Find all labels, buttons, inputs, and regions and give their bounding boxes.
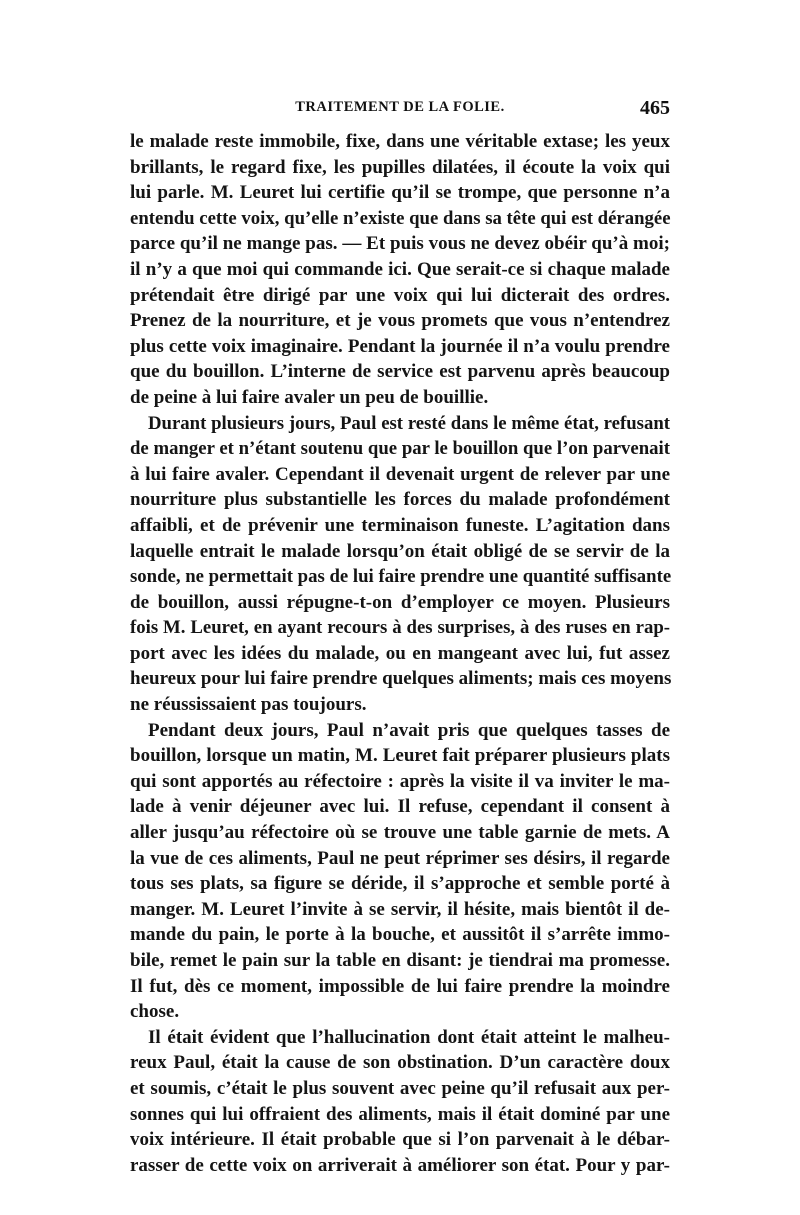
text-line: à lui faire avaler. Cependant il devenait urgent de relever par une <box>130 463 670 485</box>
text-line: aller jusqu’au réfectoire où se trouve une table garnie de mets. A <box>130 822 670 844</box>
text-line: manger. M. Leuret l’invite à se servir, il hésite, mais bientôt il de- <box>130 898 670 920</box>
text-line: chose. <box>130 1001 180 1023</box>
text-line: le malade reste immobile, fixe, dans une véritable extase; les yeux <box>130 131 670 152</box>
text-line: bile, remet le pain sur la table en disant: je tiendrai ma promesse. <box>130 950 670 971</box>
running-head <box>130 97 670 121</box>
text-line: la vue de ces aliments, Paul ne peut réprimer ses désirs, il regarde <box>130 847 670 869</box>
text-line: Il fut, dès ce moment, impossible de lui faire prendre la moindre <box>130 975 670 997</box>
text-line: sonnes qui lui offraient des aliments, mais il était dominé par une <box>130 1103 670 1125</box>
text-line: plus cette voix imaginaire. Pendant la journée il n’a voulu prendre <box>130 335 670 357</box>
text-line: sonde, ne permettait pas de lui faire prendre une quantité suffisante <box>130 566 672 588</box>
text-line: port avec les idées du malade, ou en mangeant avec lui, fut assez <box>130 642 670 664</box>
running-title: TRAITEMENT DE LA FOLIE. <box>295 99 505 115</box>
text-line: entendu cette voix, qu’elle n’existe que dans sa tête qui est dérangée <box>130 207 671 229</box>
text-line: bouillon, lorsque un matin, M. Leuret fait préparer plusieurs plats <box>130 745 670 767</box>
text-line: Pendant deux jours, Paul n’avait pris que quelques tasses de <box>148 719 670 741</box>
text-line: fois M. Leuret, en ayant recours à des surprises, à des ruses en rap- <box>130 617 670 639</box>
text-line: et soumis, c’était le plus souvent avec peine qu’il refusait aux per- <box>130 1077 670 1099</box>
text-line: il n’y a que moi qui commande ici. Que serait-ce si chaque malade <box>130 258 670 280</box>
text-line: prétendait être dirigé par une voix qui lui dicterait des ordres. <box>130 284 670 306</box>
text-line: de bouillon, aussi répugne-t-on d’employer ce moyen. Plusieurs <box>130 591 670 613</box>
page-number: 465 <box>640 97 670 119</box>
text-line: heureux pour lui faire prendre quelques aliments; mais ces moyens <box>130 668 672 690</box>
body-text <box>130 129 670 1178</box>
text-line: mande du pain, le porte à la bouche, et aussitôt il s’arrête immo- <box>130 924 670 946</box>
text-line: de peine à lui faire avaler un peu de bouillie. <box>130 386 489 408</box>
text-line: de manger et n’étant soutenu que par le bouillon que l’on parvenait <box>130 438 670 460</box>
text-line: affaibli, et de prévenir une terminaison funeste. L’agitation dans <box>130 514 670 536</box>
text-line: Il était évident que l’hallucination dont était atteint le malheu- <box>148 1026 670 1048</box>
text-line: ne réussissaient pas toujours. <box>130 694 367 716</box>
text-line: parce qu’il ne mange pas. — Et puis vous ne devez obéir qu’à moi; <box>130 233 670 255</box>
text-line: que du bouillon. L’interne de service est parvenu après beaucoup <box>130 361 670 383</box>
text-line: laquelle entrait le malade lorsqu’on était obligé de se servir de la <box>130 540 670 562</box>
text-line: lui parle. M. Leuret lui certifie qu’il se trompe, que personne n’a <box>130 182 670 204</box>
text-line: brillants, le regard fixe, les pupilles dilatées, il écoute la voix qui <box>130 156 670 178</box>
text-line: Durant plusieurs jours, Paul est resté dans le même état, refusant <box>148 412 670 434</box>
text-line: rasser de cette voix on arriverait à améliorer son état. Pour y par- <box>130 1154 670 1176</box>
text-line: Prenez de la nourriture, et je vous promets que vous n’entendrez <box>130 310 670 332</box>
text-line: voix intérieure. Il était probable que si l’on parvenait à le débar- <box>130 1129 670 1151</box>
text-line: qui sont apportés au réfectoire : après la visite il va inviter le ma- <box>130 770 670 792</box>
text-line: reux Paul, était la cause de son obstination. D’un caractère doux <box>130 1052 670 1074</box>
text-line: tous ses plats, sa figure se déride, il s’approche et semble porté à <box>130 873 670 895</box>
text-line: lade à venir déjeuner avec lui. Il refuse, cependant il consent à <box>130 796 670 818</box>
text-line: nourriture plus substantielle les forces du malade profondément <box>130 489 670 511</box>
